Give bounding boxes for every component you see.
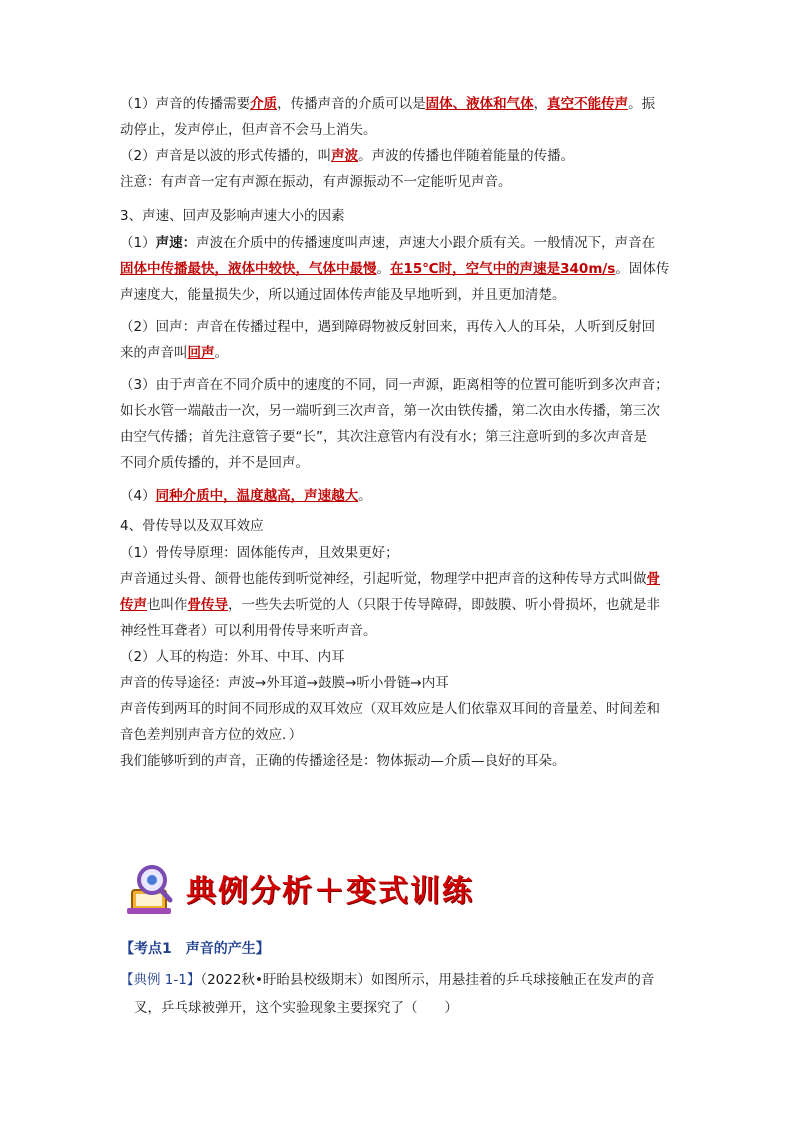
text-line: （2）声音是以波的形式传播的，叫声波。声波的传播也伴随着能量的传播。 [120, 148, 575, 164]
notes-section [120, 94, 680, 774]
section-banner [126, 860, 486, 916]
magnifier-book-icon [126, 860, 182, 916]
echo-paragraph: （2）回声：声音在传播过程中，遇到障碍物被反射回来，再传入人的耳朵，人听到反射回 来的声音叫回声。 [120, 319, 656, 361]
banner-title: 典例分析＋变式训练 [186, 874, 474, 909]
multi-echo-paragraph: （3）由于声音在不同介质中的速度的不同，同一声源，距离相等的位置可能听到多次声音； 如长水管一端敲击一次，另一端听到三次声音，第一次由铁传播，第二次由水传播，第三次 由空气传播；首先注意管子要“长”，其次注意管内有没有水；第三注意听到的多次声音是 不同介质传播的，并不是回声。 [120, 377, 669, 471]
exam-point-heading: 【考点1 声音的产生】 [120, 941, 270, 957]
temperature-line: （4）同种介质中，温度越高，声速越大。 [120, 488, 372, 504]
example-question: 【典例 1-1】（2022秋•盱眙县校级期末）如图所示，用悬挂着的乒乓球接触正在发声的音 叉，乒乓球被弹开，这个实验现象主要探究了（ ） [120, 972, 655, 1016]
note-line: 注意：有声音一定有声源在振动，有声源振动不一定能听见声音。 [120, 174, 512, 190]
section-heading-4: 4、骨传导以及双耳效应 [120, 518, 264, 534]
text-line: （1）声音的传播需要介质，传播声音的介质可以是固体、液体和气体，真空不能传声。振 [120, 96, 656, 112]
example-tag: 【典例 1-1】 [120, 972, 201, 988]
bone-conduction-paragraph: （1）骨传导原理：固体能传声，且效果更好； 声音通过头骨、颌骨也能传到听觉神经，引起听觉，物理学中把声音的这种传导方式叫做骨 传声也叫作骨传导，一些失去听觉的人（只限于传导障碍，即鼓膜、听小骨损坏，也就是非 神经性耳聋者）可以利用骨传导来听声音。 （2）人耳的构造：外耳、中耳、内耳 声音的传导途径：声波→外耳道→鼓膜→听小骨链→内耳 声音传到两耳的时间不同形成的双耳效应（双耳效应是人们依靠双耳间的音量差、时间差和 音色差判别声音方位的效应．） 我们能够听到的声音，正确的传播途径是：物体振动—介质—良好的耳朵。 [120, 545, 660, 769]
text-line: 动停止，发声停止，但声音不会马上消失。 [120, 122, 377, 138]
speed-paragraph: （1）声速：声波在介质中的传播速度叫声速，声速大小跟介质有关。一般情况下，声音在 固体中传播最快，液体中较快，气体中最慢。在15℃时，空气中的声速是340m/s。固体传 声速度大，能量损失少，所以通过固体传声能及早地听到，并且更加清楚。 [120, 235, 670, 303]
section-heading-3: 3、声速、回声及影响声速大小的因素 [120, 208, 345, 224]
